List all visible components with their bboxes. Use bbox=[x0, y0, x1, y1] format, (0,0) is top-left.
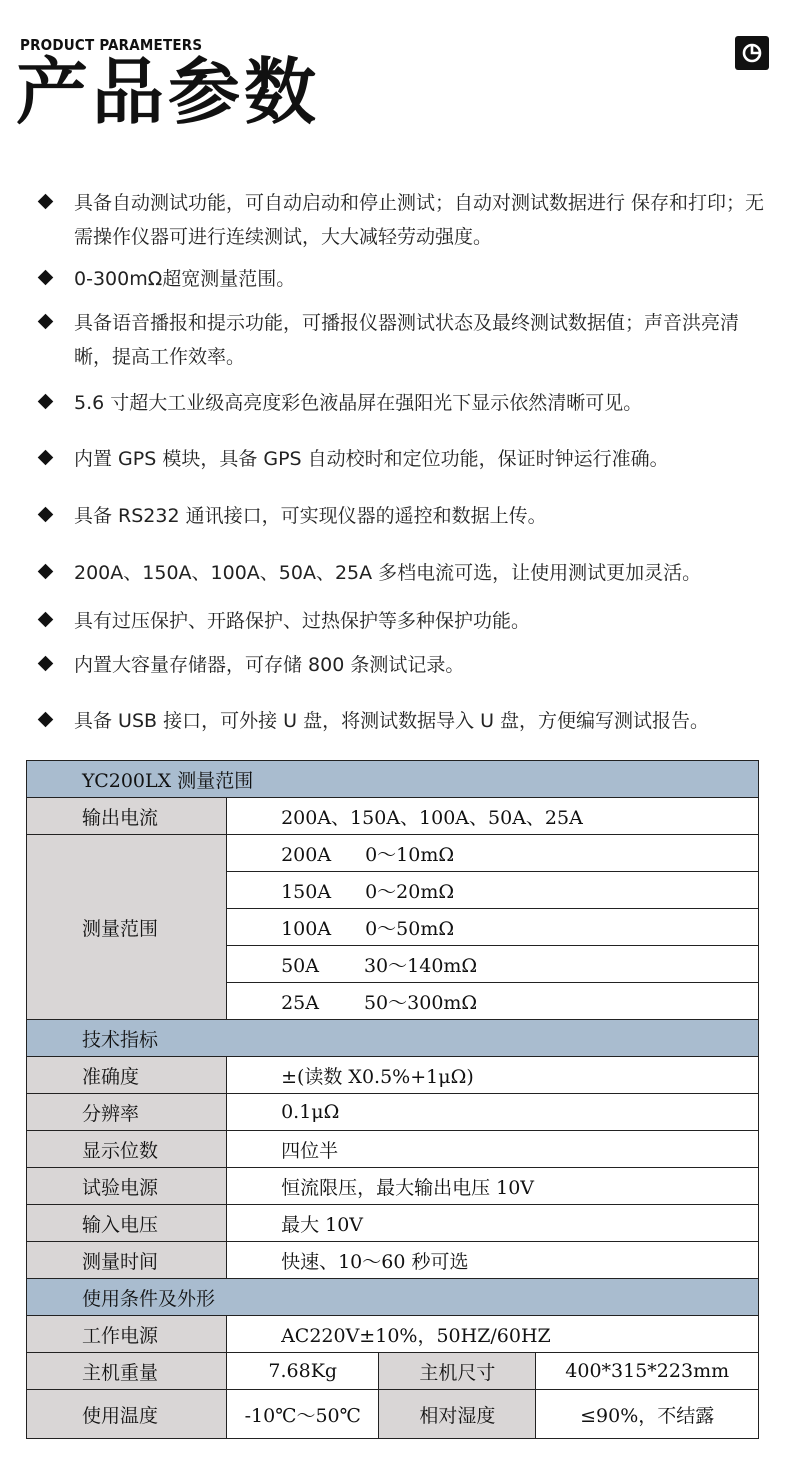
feature-item: 内置 GPS 模块，具备 GPS 自动校时和定位功能，保证时钟运行准确。 bbox=[36, 442, 776, 476]
feature-item: 具备自动测试功能，可自动启动和停止测试；自动对测试数据进行 保存和打印；无需操作仪器可进行连续测试，大大减轻劳动强度。 bbox=[36, 186, 776, 254]
row-label: 输入电压 bbox=[27, 1205, 227, 1242]
range-row: 150A 0～20mΩ bbox=[227, 872, 759, 909]
row-value: ≤90%，不结露 bbox=[536, 1390, 759, 1439]
row-value: ±(读数 X0.5%+1μΩ) bbox=[227, 1057, 759, 1094]
diamond-bullet-icon bbox=[38, 394, 54, 410]
section-header-range: YC200LX 测量范围 bbox=[27, 761, 759, 798]
row-label: 主机重量 bbox=[27, 1353, 227, 1390]
row-label: 工作电源 bbox=[27, 1316, 227, 1353]
spec-table bbox=[26, 760, 759, 1439]
row-value: 0.1μΩ bbox=[227, 1094, 759, 1131]
row-value: AC220V±10%，50HZ/60HZ bbox=[227, 1316, 759, 1353]
diamond-bullet-icon bbox=[38, 612, 54, 628]
diamond-bullet-icon bbox=[38, 194, 54, 210]
section-header-conditions: 使用条件及外形 bbox=[27, 1279, 759, 1316]
row-label: 分辨率 bbox=[27, 1094, 227, 1131]
row-value: 快速、10～60 秒可选 bbox=[227, 1242, 759, 1279]
range-row: 200A 0～10mΩ bbox=[227, 835, 759, 872]
feature-list bbox=[36, 186, 776, 738]
range-row: 25A 50～300mΩ bbox=[227, 983, 759, 1020]
feature-item: 5.6 寸超大工业级高亮度彩色液晶屏在强阳光下显示依然清晰可见。 bbox=[36, 386, 776, 420]
row-label: 测量范围 bbox=[27, 835, 227, 1020]
feature-item: 具备 RS232 通讯接口，可实现仪器的遥控和数据上传。 bbox=[36, 499, 776, 533]
diamond-bullet-icon bbox=[38, 314, 54, 330]
range-row: 100A 0～50mΩ bbox=[227, 909, 759, 946]
feature-item: 0-300mΩ超宽测量范围。 bbox=[36, 262, 776, 296]
row-label: 主机尺寸 bbox=[379, 1353, 536, 1390]
diamond-bullet-icon bbox=[38, 450, 54, 466]
row-label: 测量时间 bbox=[27, 1242, 227, 1279]
range-row: 50A 30～140mΩ bbox=[227, 946, 759, 983]
diamond-bullet-icon bbox=[38, 656, 54, 672]
row-value: 恒流限压，最大输出电压 10V bbox=[227, 1168, 759, 1205]
section-header-specs: 技术指标 bbox=[27, 1020, 759, 1057]
diamond-bullet-icon bbox=[38, 270, 54, 286]
pie-chart-icon bbox=[735, 36, 769, 70]
feature-item: 具有过压保护、开路保护、过热保护等多种保护功能。 bbox=[36, 604, 776, 638]
row-value: 最大 10V bbox=[227, 1205, 759, 1242]
row-label: 输出电流 bbox=[27, 798, 227, 835]
row-label: 显示位数 bbox=[27, 1131, 227, 1168]
page-title: 产品参数 bbox=[16, 50, 321, 134]
diamond-bullet-icon bbox=[38, 564, 54, 580]
feature-item: 具备语音播报和提示功能，可播报仪器测试状态及最终测试数据值；声音洪亮清晰，提高工作效率。 bbox=[36, 306, 776, 374]
diamond-bullet-icon bbox=[38, 507, 54, 523]
row-value: 400*315*223mm bbox=[536, 1353, 759, 1390]
row-label: 相对湿度 bbox=[379, 1390, 536, 1439]
row-label: 使用温度 bbox=[27, 1390, 227, 1439]
row-value: 200A、150A、100A、50A、25A bbox=[227, 798, 759, 835]
row-label: 试验电源 bbox=[27, 1168, 227, 1205]
row-value: 7.68Kg bbox=[227, 1353, 379, 1390]
feature-item: 内置大容量存储器，可存储 800 条测试记录。 bbox=[36, 648, 776, 682]
row-value: -10℃～50℃ bbox=[227, 1390, 379, 1439]
page-eyebrow: PRODUCT PARAMETERS bbox=[20, 36, 203, 54]
feature-item: 200A、150A、100A、50A、25A 多档电流可选，让使用测试更加灵活。 bbox=[36, 556, 776, 590]
row-label: 准确度 bbox=[27, 1057, 227, 1094]
diamond-bullet-icon bbox=[38, 712, 54, 728]
feature-item: 具备 USB 接口，可外接 U 盘，将测试数据导入 U 盘，方便编写测试报告。 bbox=[36, 704, 776, 738]
row-value: 四位半 bbox=[227, 1131, 759, 1168]
